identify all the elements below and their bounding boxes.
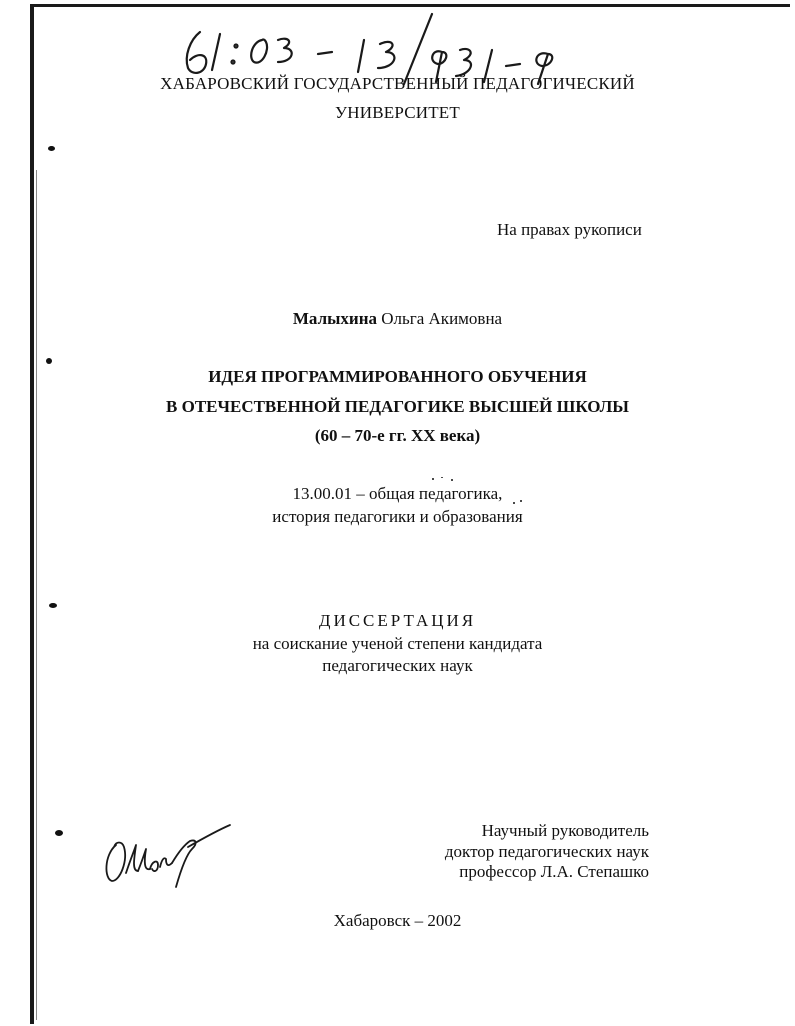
thesis-title-line3: (60 – 70-е гг. XX века): [314, 426, 481, 445]
author-given-names: Ольга Акимовна: [377, 309, 503, 328]
specialty-line1: 13.00.01 – общая педагогика,: [292, 484, 503, 503]
scan-speck: [432, 478, 434, 480]
binding-hole-mark: [48, 146, 55, 151]
manuscript-note: На правах рукописи: [497, 220, 642, 239]
thesis-title-line2: В ОТЕЧЕСТВЕННОЙ ПЕДАГОГИКЕ ВЫСШЕЙ ШКОЛЫ: [166, 397, 629, 416]
university-name-line1: ХАБАРОВСКИЙ ГОСУДАРСТВЕННЫЙ ПЕДАГОГИЧЕСКИЙ: [160, 74, 635, 93]
scan-speck: [441, 477, 443, 478]
supervisor-name: профессор Л.А. Степашко: [459, 862, 649, 881]
binding-hole-mark: [55, 830, 63, 836]
university-name-line2: УНИВЕРСИТЕТ: [335, 103, 460, 122]
supervisor-degree: доктор педагогических наук: [444, 842, 649, 861]
dissertation-heading: ДИССЕРТАЦИЯ: [318, 611, 477, 630]
scan-border-left-inner: [36, 170, 37, 1020]
binding-hole-mark: [46, 358, 52, 364]
author-surname: Малыхина: [292, 309, 377, 328]
thesis-title-line1: ИДЕЯ ПРОГРАММИРОВАННОГО ОБУЧЕНИЯ: [208, 367, 587, 386]
handwritten-signature: [98, 815, 238, 895]
dissertation-degree-line1: на соискание ученой степени кандидата: [252, 634, 543, 653]
specialty-line2: история педагогики и образования: [272, 507, 523, 526]
supervisor-role: Научный руководитель: [481, 821, 649, 840]
scan-speck: [451, 479, 453, 481]
place-and-year: Хабаровск – 2002: [333, 911, 462, 930]
binding-hole-mark: [49, 603, 57, 608]
dissertation-degree-line2: педагогических наук: [322, 656, 473, 675]
author-name: [0, 309, 795, 329]
scan-border-top: [30, 4, 790, 7]
